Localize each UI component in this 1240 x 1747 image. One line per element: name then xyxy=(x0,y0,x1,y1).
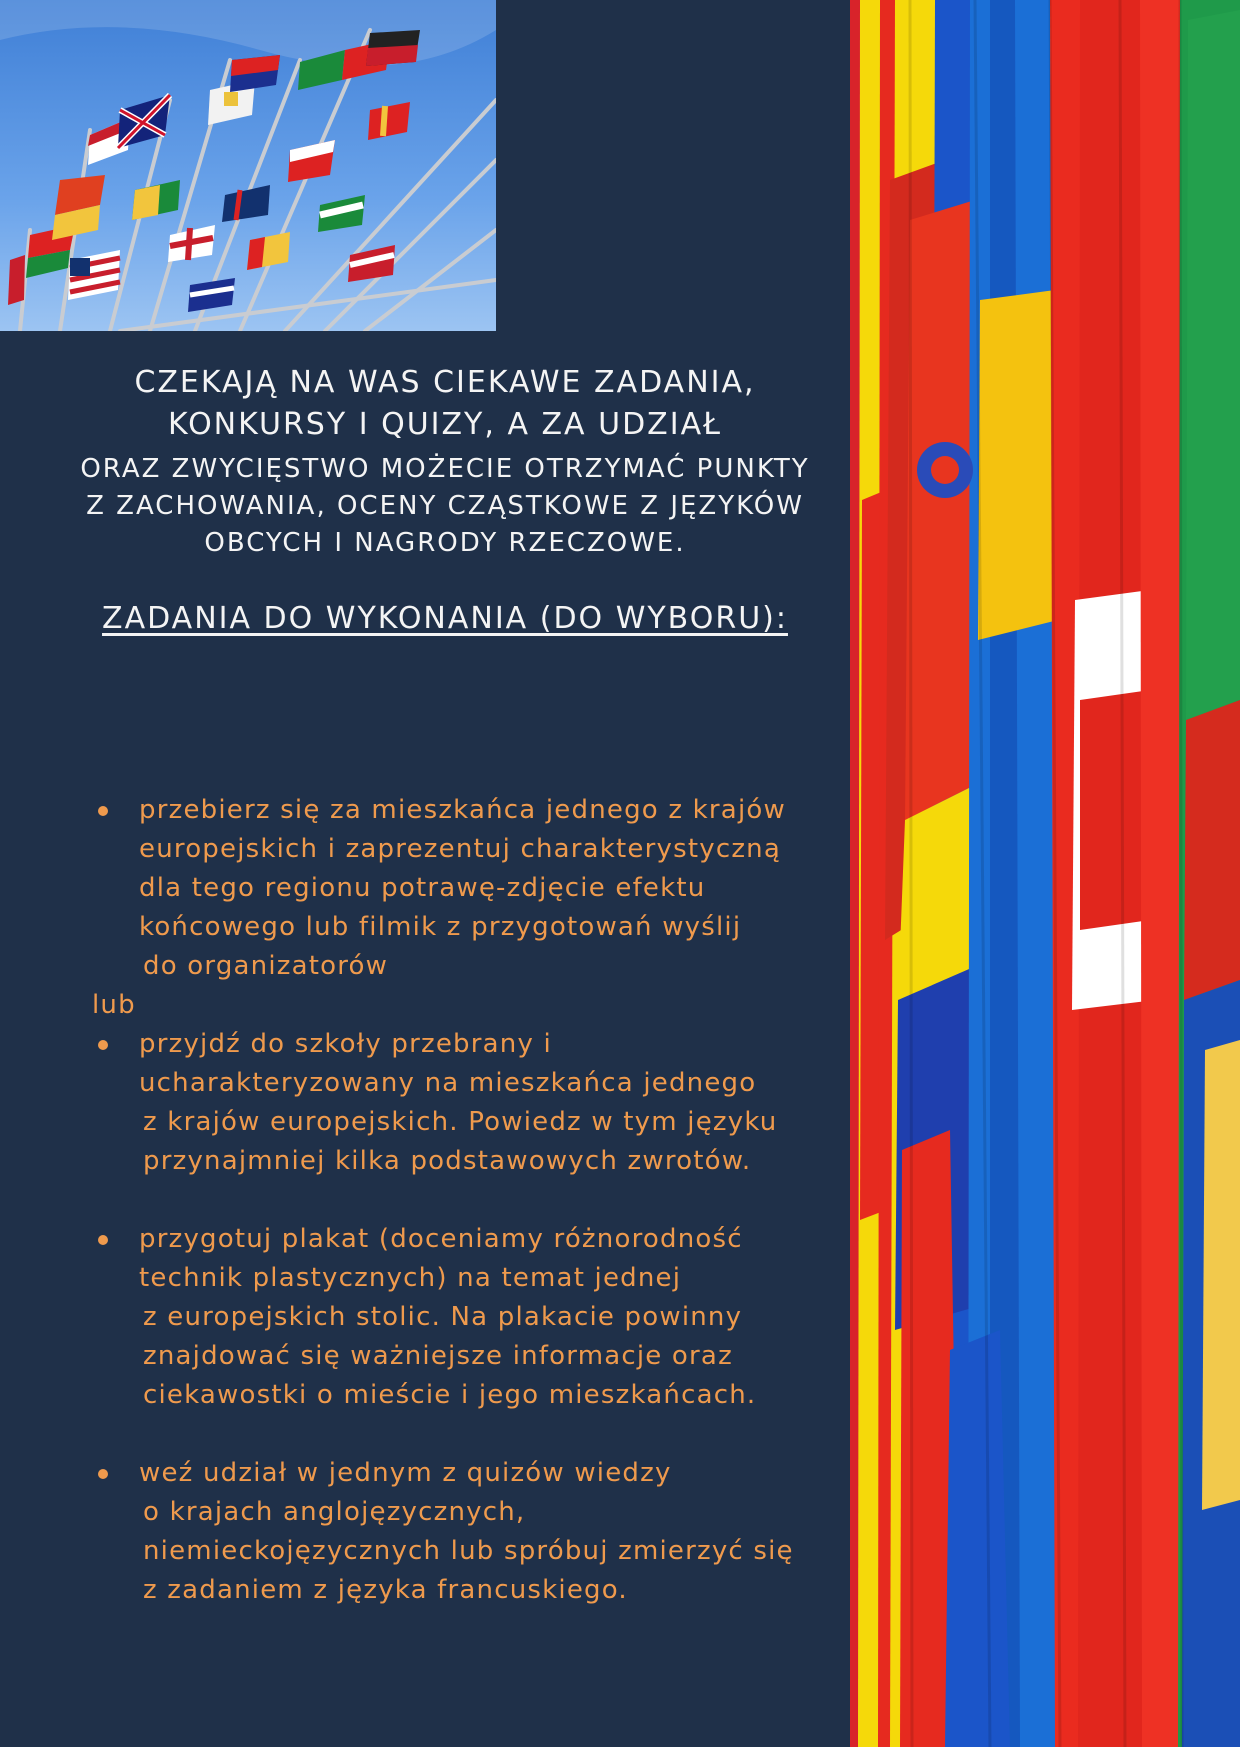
task-line: technik plastycznych) na temat jednej xyxy=(139,1263,682,1293)
intro-line: OBCYCH I NAGRODY RZECZOWE. xyxy=(204,528,686,558)
task-line: o krajach anglojęzycznych, xyxy=(143,1497,526,1527)
task-line: europejskich i zaprezentuj charakterystyczną xyxy=(139,834,781,864)
task-line: znajdować się ważniejsze informacje oraz xyxy=(143,1341,733,1371)
task-line: końcowego lub filmik z przygotowań wyślij xyxy=(139,912,742,942)
task-line: z krajów europejskich. Powiedz w tym języku xyxy=(143,1107,778,1137)
task-line: z zadaniem z języka francuskiego. xyxy=(143,1575,628,1605)
intro-line: KONKURSY I QUIZY, A ZA UDZIAŁ xyxy=(168,407,722,442)
task-item xyxy=(92,1025,852,1181)
intro-text xyxy=(50,451,840,562)
bullet-dot-icon xyxy=(98,1235,108,1245)
task-line: z europejskich stolic. Na plakacie powinny xyxy=(143,1302,743,1332)
task-line: ciekawostki o mieście i jego mieszkańcach. xyxy=(143,1380,757,1410)
intro-heading xyxy=(50,362,840,446)
task-line: przynajmniej kilka podstawowych zwrotów. xyxy=(143,1146,752,1176)
hanging-flags-photo xyxy=(850,0,1240,1747)
task-item xyxy=(92,1454,852,1610)
task-line: przyjdź do szkoły przebrany i xyxy=(139,1029,552,1059)
task-line: niemieckojęzycznych lub spróbuj zmierzyć się xyxy=(143,1536,794,1566)
task-line: weź udział w jednym z quizów wiedzy xyxy=(139,1458,672,1488)
task-line: przygotuj plakat (doceniamy różnorodność xyxy=(139,1224,743,1254)
task-line: przebierz się za mieszkańca jednego z krajów xyxy=(139,795,786,825)
intro-line: CZEKAJĄ NA WAS CIEKAWE ZADANIA, xyxy=(134,365,756,400)
task-line: do organizatorów xyxy=(143,951,389,981)
task-list xyxy=(92,791,852,1610)
task-heading: ZADANIA DO WYKONANIA (DO WYBORU): xyxy=(102,601,788,636)
task-line: dla tego regionu potrawę-zdjęcie efektu xyxy=(139,873,706,903)
bullet-dot-icon xyxy=(98,806,108,816)
task-item xyxy=(92,1220,852,1415)
bullet-dot-icon xyxy=(98,1469,108,1479)
task-line: ucharakteryzowany na mieszkańca jednego xyxy=(139,1068,757,1098)
task-item xyxy=(92,791,852,986)
intro-line: ORAZ ZWYCIĘSTWO MOŻECIE OTRZYMAĆ PUNKTY xyxy=(80,454,810,484)
intro-line: Z ZACHOWANIA, OCENY CZĄSTKOWE Z JĘZYKÓW xyxy=(86,491,804,521)
or-separator: lub xyxy=(92,990,136,1020)
bullet-dot-icon xyxy=(98,1040,108,1050)
flags-on-poles-photo xyxy=(0,0,496,331)
